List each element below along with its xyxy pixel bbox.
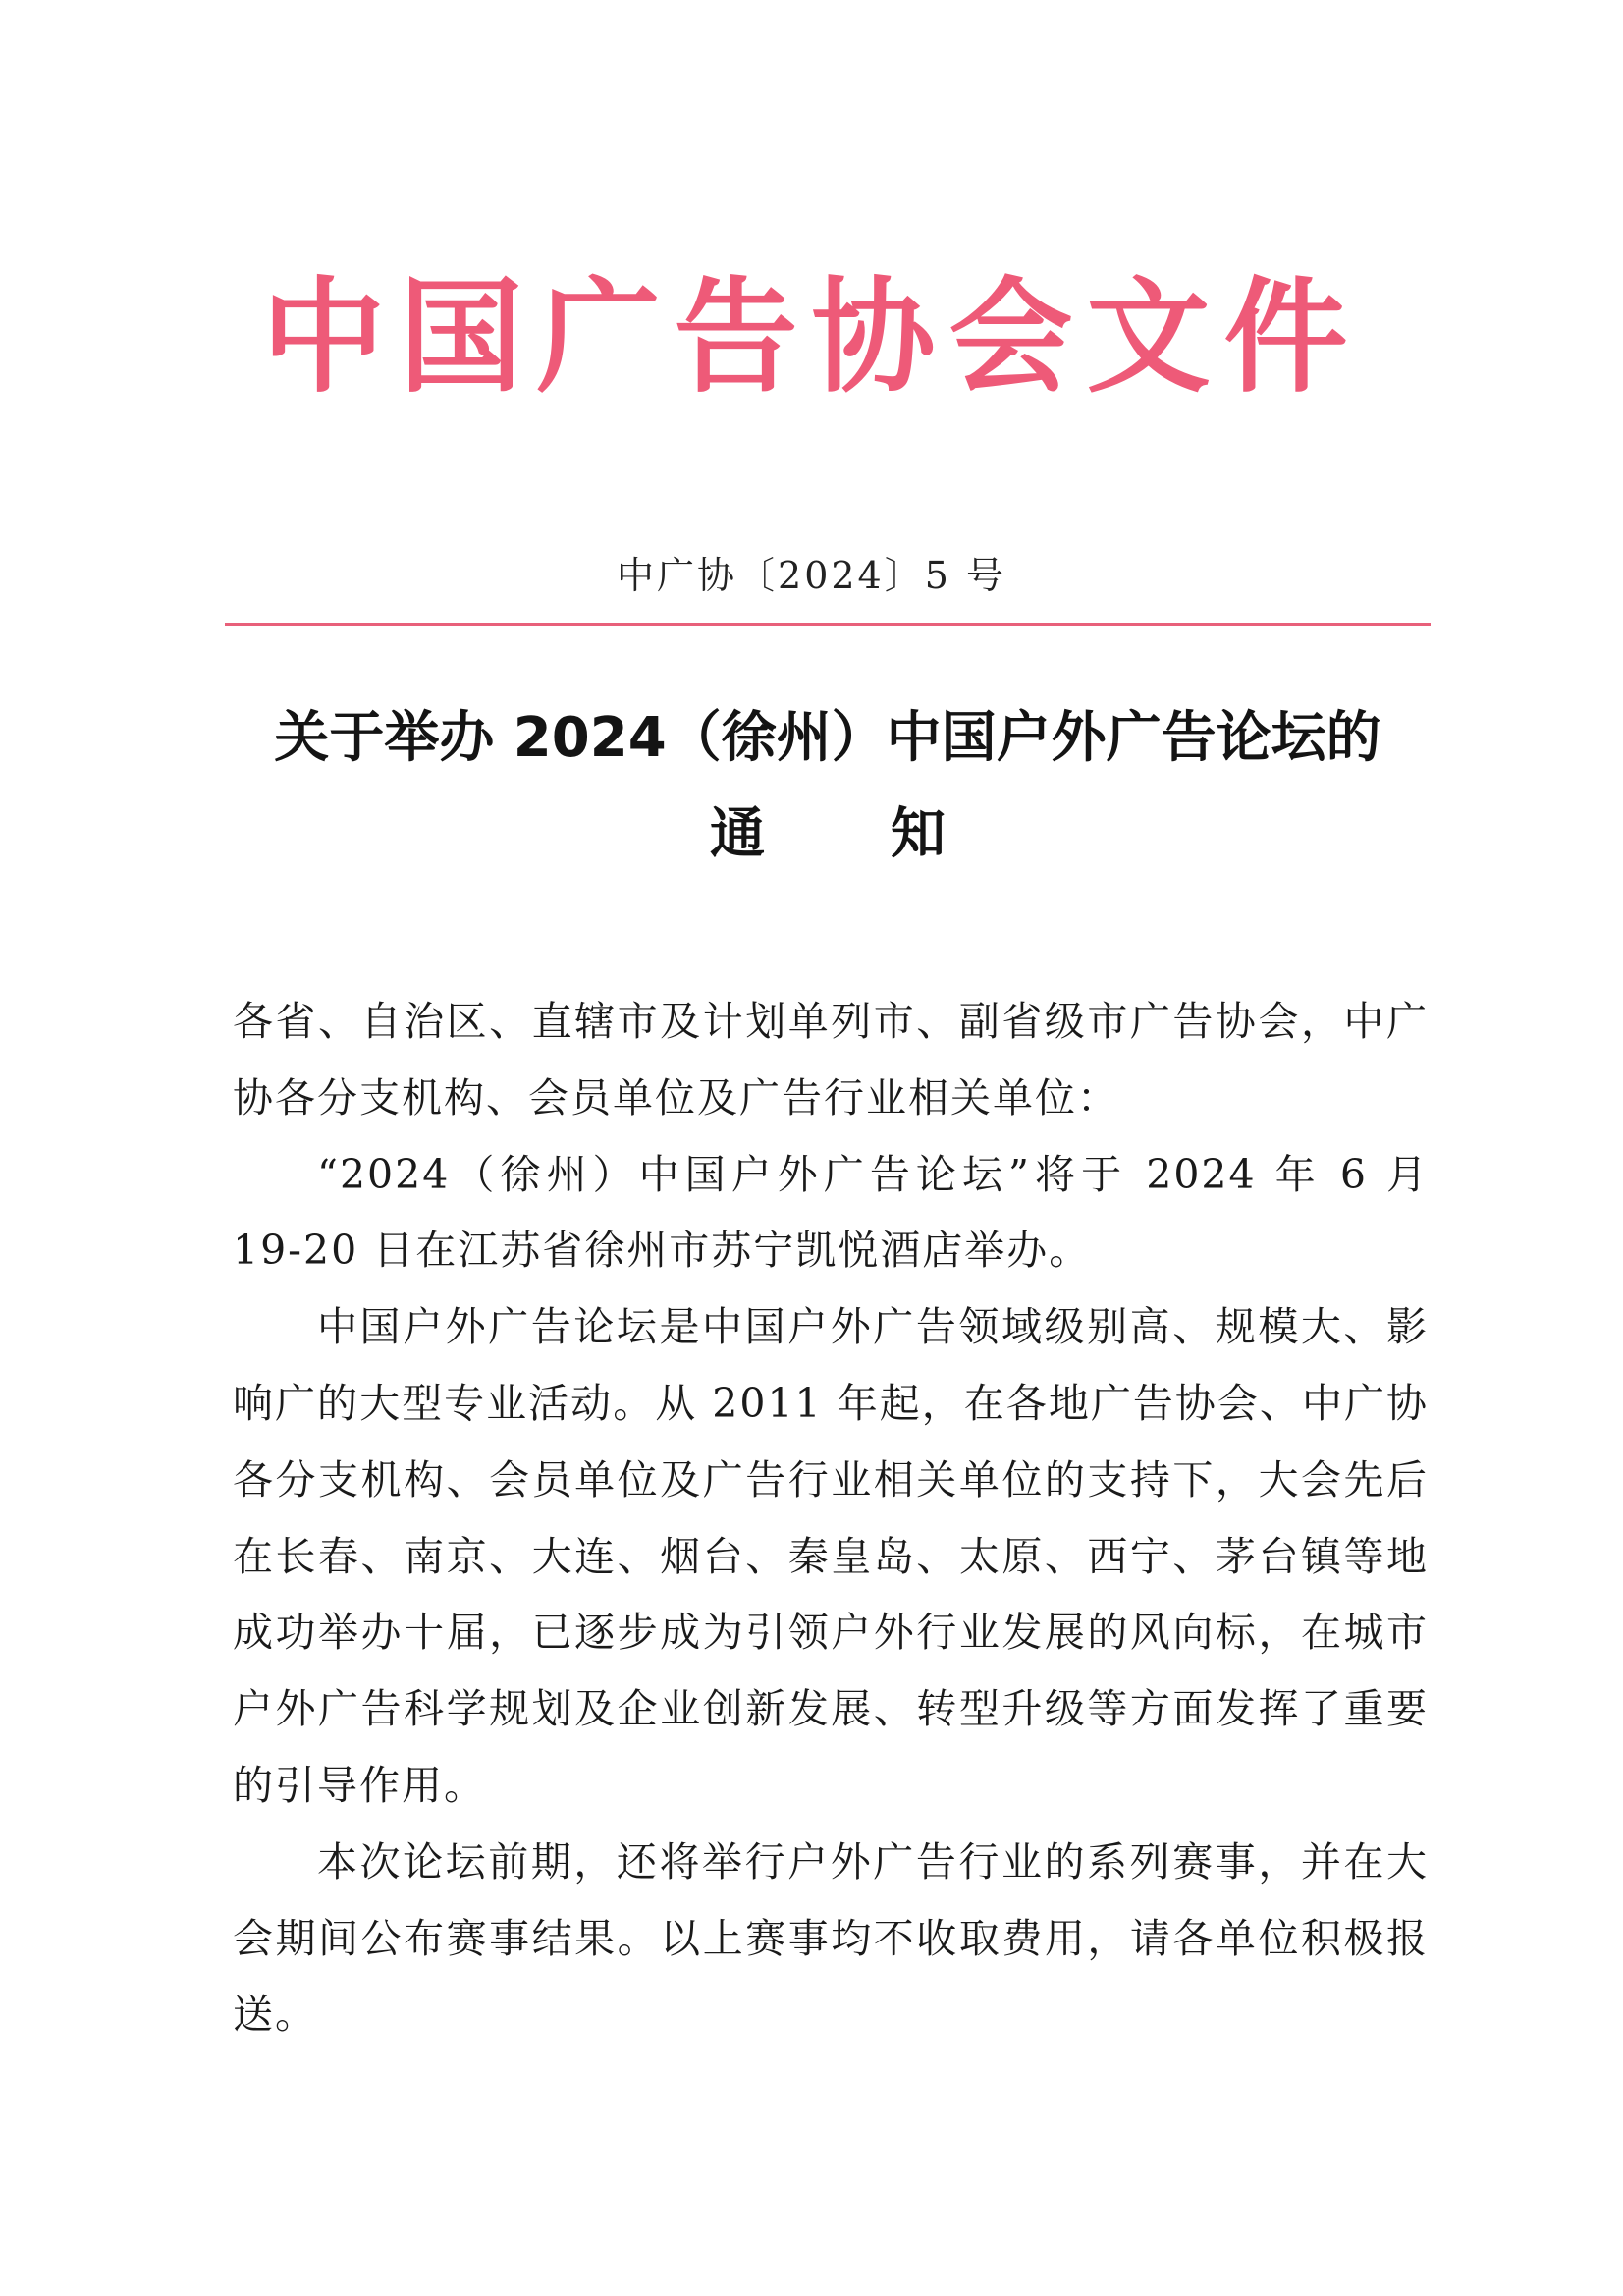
red-divider-line [225, 623, 1431, 626]
body-paragraph: 本次论坛前期，还将举行户外广告行业的系列赛事，并在大会期间公布赛事结果。以上赛事均不收取费用，请各单位积极报送。 [233, 1837, 1429, 2039]
body-paragraph: “2024（徐州）中国户外广告论坛”将于 2024 年 6 月 19-20 日在江苏省徐州市苏宁凯悦酒店举办。 [233, 1150, 1429, 1275]
document-number: 中广协〔2024〕5 号 [617, 554, 1006, 597]
masthead-title: 中国广告协会文件 [261, 264, 1362, 410]
notice-title-line-2 [225, 795, 1431, 874]
notice-body [233, 984, 1429, 2053]
title-char-zhi: 知 [891, 802, 946, 866]
title-char-tong: 通 [710, 802, 765, 866]
body-paragraph: 中国户外广告论坛是中国户外广告领域级别高、规模大、影响广的大型专业活动。从 2011 年起，在各地广告协会、中广协各分支机构、会员单位及广告行业相关单位的支持下，大会先后在长春、南京、大连、烟台、秦皇岛、太原、西宁、茅台镇等地成功举办十届，已逐步成为引领户外行业发展的风向标，在城市户外广告科学规划及企业创新发展、转型升级等方面发挥了重要的引导作用。 [233, 1303, 1429, 1809]
notice-title-line-1: 关于举办 2024（徐州）中国户外广告论坛的 [274, 706, 1381, 770]
salutation: 各省、自治区、直辖市及计划单列市、副省级市广告协会，中广协各分支机构、会员单位及广告行业相关单位： [233, 998, 1429, 1121]
